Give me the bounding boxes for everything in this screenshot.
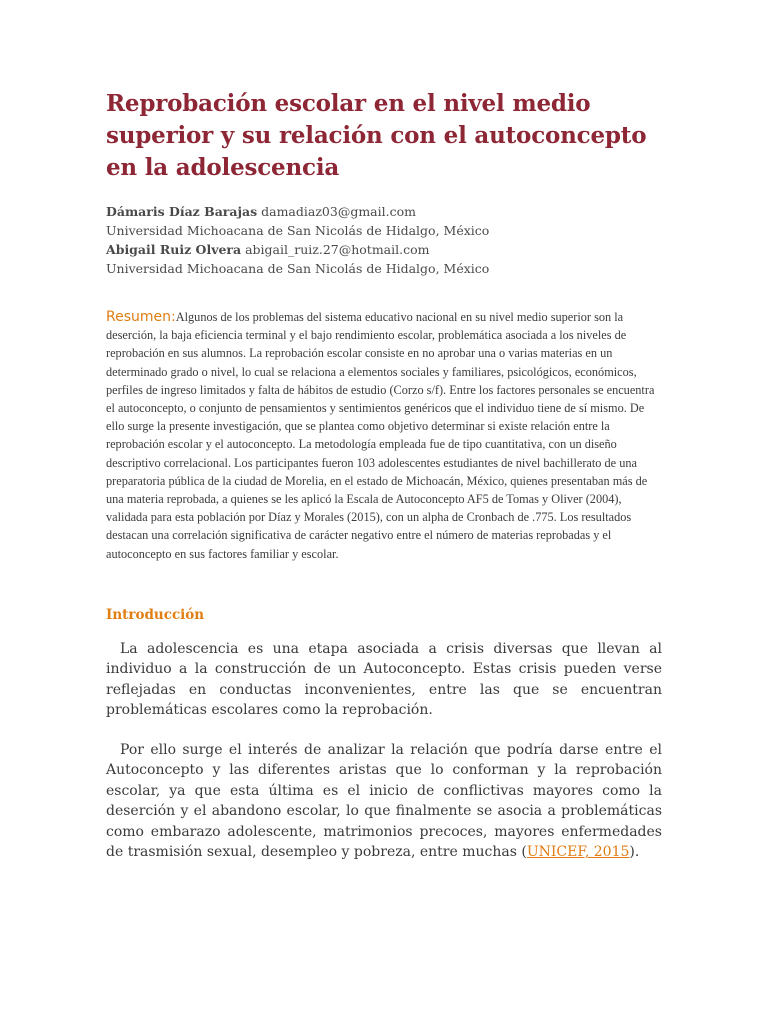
body-paragraph <box>106 740 662 863</box>
abstract <box>106 308 662 563</box>
citation-suffix: ). <box>629 844 640 861</box>
abstract-text: Algunos de los problemas del sistema educativo nacional en su nivel medio superior son la deserción, la baja eficiencia terminal y el bajo rendimiento escolar, problemática asociada a los niveles de reprobación en sus alumnos. La reprobación escolar consiste en no aprobar una o varias materias en un determinado grado o nivel, lo cual se relaciona a elementos sociales y familiares, psicológicos, económicos, perfiles de ingreso limitados y falta de hábitos de estudio (Corzo s/f). Entre los factores personales se encuentra el autoconcepto, o conjunto de pensamientos y sentimientos genéricos que el individuo tiene de sí mismo. De ello surge la presente investigación, que se plantea como objetivo determinar si existe relación entre la reprobación escolar y el autoconcepto. La metodología empleada fue de tipo cuantitativa, con un diseño descriptivo correlacional. Los participantes fueron 103 adolescentes estudiantes de nivel bachillerato de una preparatoria pública de la ciudad de Morelia, en el estado de Michoacán, México, quienes presentaban más de una materia reprobada, a quienes se les aplicó la Escala de Autoconcepto AF5 de Tomas y Oliver (2004), validada para esta población por Díaz y Morales (2015), con un alpha de Cronbach de .775. Los resultados destacan una correlación significativa de carácter negativo entre el número de materias reprobadas y el autoconcepto en sus factores familiar y escolar. <box>106 310 655 561</box>
author-block <box>106 202 662 278</box>
paragraph-text: Por ello surge el interés de analizar la relación que podría darse entre el Autoconcepto y las diferentes aristas que lo conforman y la reprobación escolar, ya que esta última es el inicio de conflictivas mayores como la deserción y el abandono escolar, lo que finalmente se asocia a problemáticas como embarazo adolescente, matrimonios precoces, mayores enfermedades de trasmisión sexual, desempleo y pobreza, entre muchas ( <box>106 741 662 861</box>
paper-title: Reprobación escolar en el nivel medio superior y su relación con el autoconcepto en la adolescencia <box>106 90 647 181</box>
author-email: damadiaz03@gmail.com <box>261 204 416 219</box>
abstract-label: Resumen: <box>106 309 176 325</box>
author-line-2 <box>106 240 662 259</box>
section-heading-introduction: Introducción <box>106 606 205 623</box>
author-email: abigail_ruiz.27@hotmail.com <box>245 242 430 257</box>
citation-link[interactable]: UNICEF, 2015 <box>526 844 630 861</box>
author-name: Abigail Ruiz Olvera <box>106 242 242 257</box>
author-affiliation: Universidad Michoacana de San Nicolás de Hidalgo, México <box>106 223 490 238</box>
author-name: Dámaris Díaz Barajas <box>106 204 258 219</box>
author-line-1 <box>106 202 662 221</box>
author-affiliation: Universidad Michoacana de San Nicolás de Hidalgo, México <box>106 261 490 276</box>
body-paragraph: La adolescencia es una etapa asociada a crisis diversas que llevan al individuo a la construcción de un Autoconcepto. Estas crisis pueden verse reflejadas en conductas inconvenientes, entre las que se encuentran problemáticas escolares como la reprobación. <box>106 640 662 719</box>
